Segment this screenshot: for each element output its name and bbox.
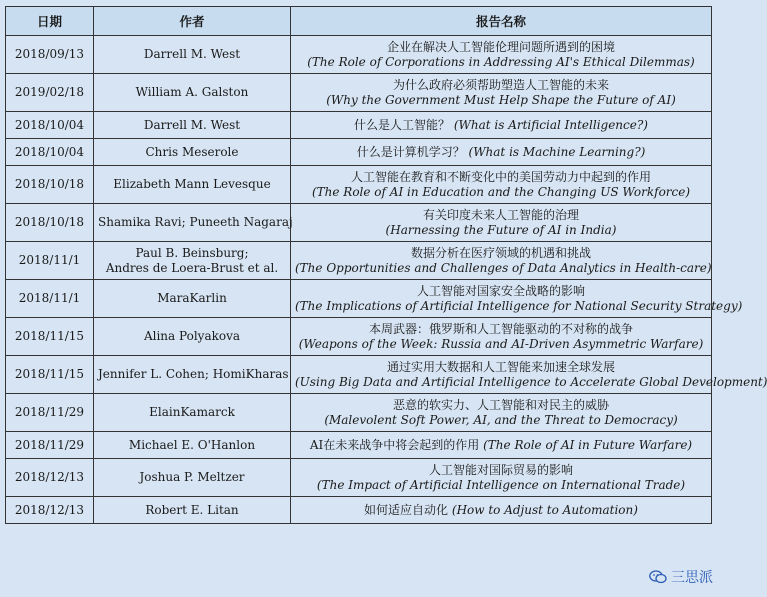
date-cell: 2018/12/13 (6, 497, 94, 524)
title-en: (Weapons of the Week: Russia and AI-Driven Asymmetric Warfare) (298, 336, 704, 351)
table-row (6, 280, 712, 318)
title-cell (291, 242, 712, 280)
date-cell: 2018/10/04 (6, 139, 94, 166)
title-en: (How to Adjust to Automation) (451, 502, 638, 517)
title-cn: 本周武器：俄罗斯和人工智能驱动的不对称的战争 (368, 321, 633, 336)
title-cell (291, 166, 712, 204)
table-row (6, 242, 712, 280)
author-cell: Darrell M. West (94, 36, 291, 74)
header-row (6, 7, 712, 36)
title-cell (291, 394, 712, 432)
title-cell (291, 318, 712, 356)
table-row (6, 497, 712, 524)
table-row (6, 204, 712, 242)
date-cell: 2019/02/18 (6, 74, 94, 112)
wechat-icon (649, 570, 667, 584)
title-cell (291, 459, 712, 497)
title-cell (291, 112, 712, 139)
author-cell: Shamika Ravi; Puneeth Nagaraj (94, 204, 291, 242)
title-en: (Using Big Data and Artificial Intelligence to Accelerate Global Development) (295, 374, 767, 389)
author-cell (94, 242, 291, 280)
table-row (6, 36, 712, 74)
title-cn: 人工智能对国家安全战略的影响 (416, 283, 585, 298)
title-cn: 人工智能在教育和不断变化中的美国劳动力中起到的作用 (350, 169, 651, 184)
report-table (5, 6, 767, 524)
table-row (6, 459, 712, 497)
title-cn: 为什么政府必须帮助塑造人工智能的未来 (392, 77, 609, 92)
author-line-2: Andres de Loera-Brust et al. (105, 260, 279, 275)
title-cell (291, 139, 712, 166)
date-cell: 2018/11/15 (6, 318, 94, 356)
title-en: (The Role of AI in Future Warfare) (483, 437, 693, 452)
date-cell: 2018/11/1 (6, 280, 94, 318)
header-title: 报告名称 (291, 7, 712, 36)
title-cn: 恶意的软实力、人工智能和对民主的威胁 (392, 397, 609, 412)
table-row (6, 166, 712, 204)
table-row (6, 394, 712, 432)
title-cn: 通过实用大数据和人工智能来加速全球发展 (386, 359, 615, 374)
author-cell: Jennifer L. Cohen; HomiKharas (94, 356, 291, 394)
author-cell: Robert E. Litan (94, 497, 291, 524)
header-date: 日期 (6, 7, 94, 36)
author-cell: Chris Meserole (94, 139, 291, 166)
title-cell (291, 497, 712, 524)
title-cn: 企业在解决人工智能伦理问题所遇到的困境 (386, 39, 615, 54)
title-cell (291, 204, 712, 242)
watermark (649, 567, 713, 587)
title-cn: AI在未来战争中将会起到的作用 (309, 437, 480, 452)
title-en: (The Role of Corporations in Addressing AI's Ethical Dilemmas) (307, 54, 695, 69)
table-row (6, 74, 712, 112)
title-cn: 数据分析在医疗领域的机遇和挑战 (410, 245, 591, 260)
title-en: (What is Machine Learning?) (468, 144, 646, 159)
title-en: (The Role of AI in Education and the Changing US Workforce) (311, 184, 691, 199)
title-cn: 如何适应自动化 (364, 502, 449, 517)
author-cell: Darrell M. West (94, 112, 291, 139)
title-en: (The Impact of Artificial Intelligence on International Trade) (316, 477, 686, 492)
date-cell: 2018/10/18 (6, 166, 94, 204)
table-row (6, 139, 712, 166)
title-en: (Why the Government Must Help Shape the Future of AI) (326, 92, 676, 107)
author-cell: ElainKamarck (94, 394, 291, 432)
title-cell (291, 36, 712, 74)
date-cell: 2018/11/29 (6, 394, 94, 432)
date-cell: 2018/12/13 (6, 459, 94, 497)
title-en: (Harnessing the Future of AI in India) (385, 222, 617, 237)
title-en: (The Implications of Artificial Intelligence for National Security Strategy) (295, 298, 743, 313)
date-cell: 2018/10/18 (6, 204, 94, 242)
date-cell: 2018/11/15 (6, 356, 94, 394)
title-cell (291, 280, 743, 318)
table-row (6, 356, 712, 394)
title-cn: 什么是计算机学习？ (356, 144, 465, 159)
table-row (6, 318, 712, 356)
table-row (6, 432, 712, 459)
author-cell: William A. Galston (94, 74, 291, 112)
author-cell: MaraKarlin (94, 280, 291, 318)
author-cell: Elizabeth Mann Levesque (94, 166, 291, 204)
author-cell: Alina Polyakova (94, 318, 291, 356)
author-cell: Joshua P. Meltzer (94, 459, 291, 497)
title-cell (291, 356, 767, 394)
date-cell: 2018/10/04 (6, 112, 94, 139)
watermark-text: 三思派 (671, 570, 713, 586)
title-cell (291, 74, 712, 112)
author-cell: Michael E. O'Hanlon (94, 432, 291, 459)
title-cn: 人工智能对国际贸易的影响 (428, 462, 573, 477)
title-en: (The Opportunities and Challenges of Data Analytics in Health-care) (295, 260, 712, 275)
date-cell: 2018/11/1 (6, 242, 94, 280)
author-line-1: Paul B. Beinsburg; (135, 245, 249, 260)
title-cn: 什么是人工智能？ (354, 117, 451, 132)
table-row (6, 112, 712, 139)
title-en: (What is Artificial Intelligence?) (453, 117, 648, 132)
title-en: (Malevolent Soft Power, AI, and the Threat to Democracy) (324, 412, 678, 427)
title-cn: 有关印度未来人工智能的治理 (422, 207, 579, 222)
header-author: 作者 (94, 7, 291, 36)
title-cell (291, 432, 712, 459)
date-cell: 2018/11/29 (6, 432, 94, 459)
date-cell: 2018/09/13 (6, 36, 94, 74)
